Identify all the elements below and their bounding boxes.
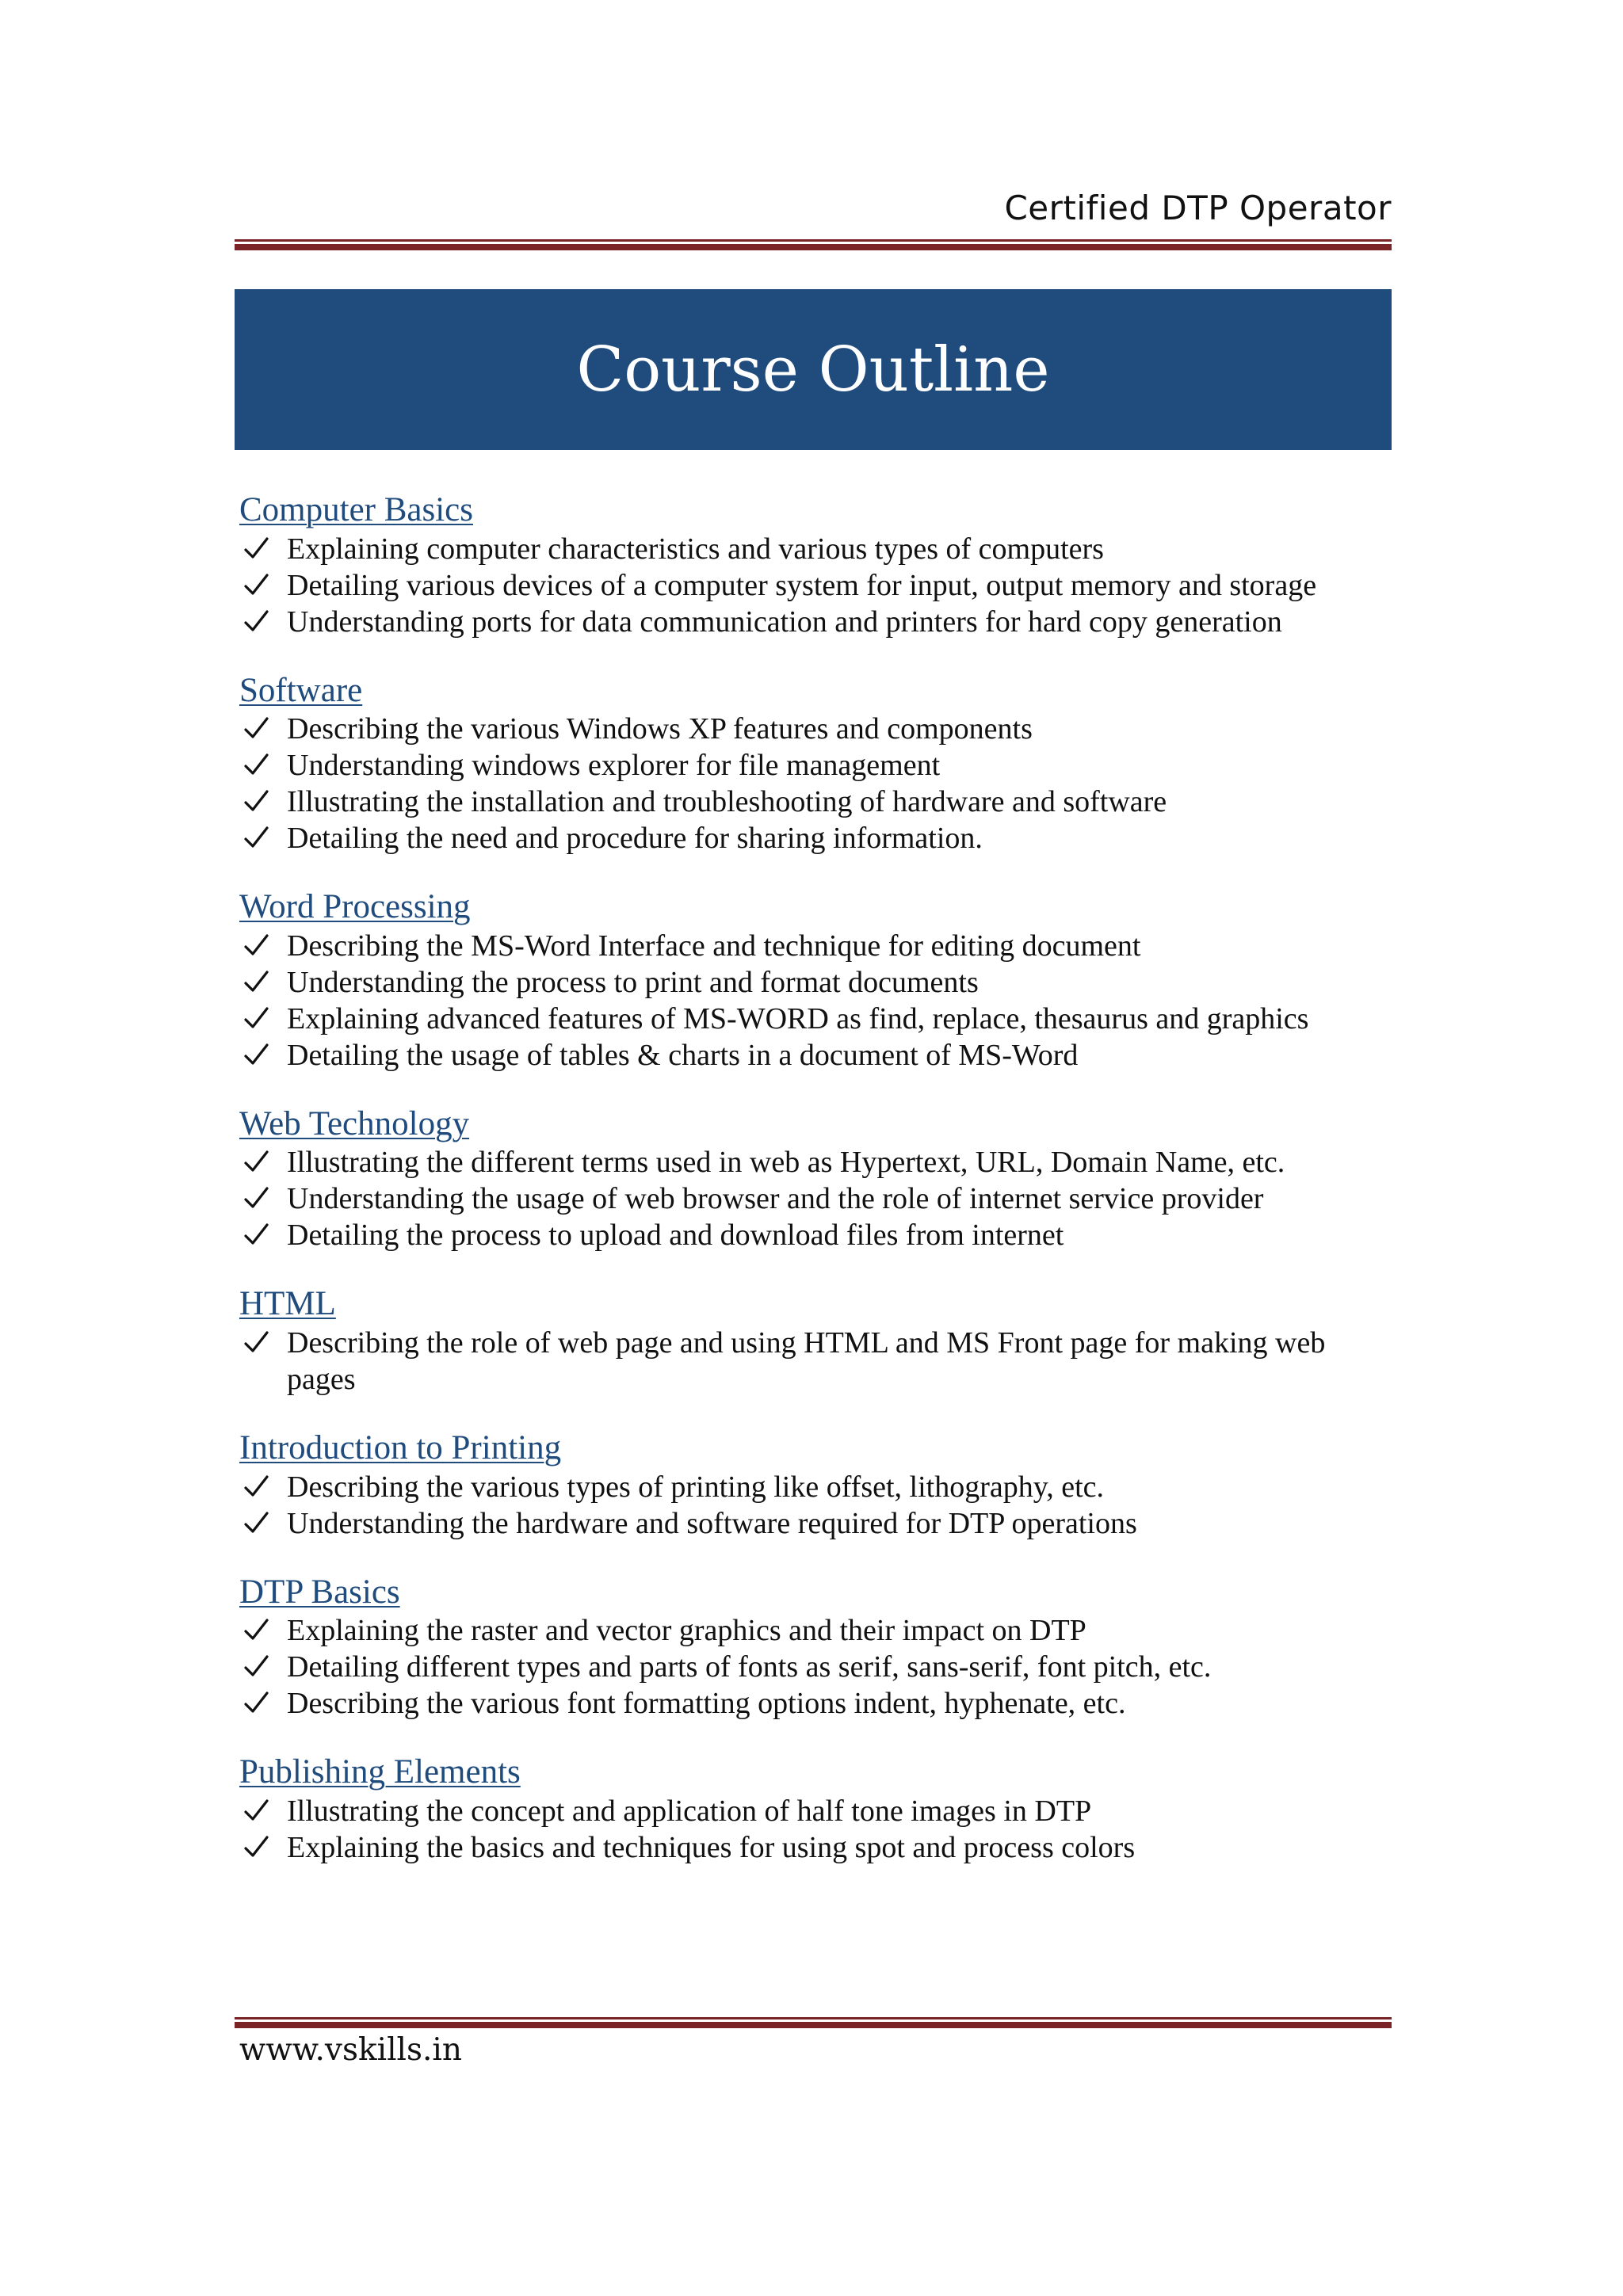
- course-sections: [239, 490, 1392, 1896]
- checkmark-icon: [242, 1649, 271, 1685]
- footer-url: www.vskills.in: [239, 2032, 463, 2068]
- checkmark-icon: [242, 1612, 271, 1649]
- checkmark-icon: [242, 1685, 271, 1722]
- section-title: Introduction to Printing: [239, 1428, 562, 1466]
- list-item-text: Explaining the raster and vector graphics and their impact on DTP: [287, 1614, 1086, 1648]
- list-item: [239, 567, 1392, 604]
- list-item: [239, 1144, 1392, 1180]
- section: [239, 490, 1392, 640]
- list-item-text: Explaining computer characteristics and various types of computers: [287, 532, 1104, 566]
- list-item: [239, 1180, 1392, 1217]
- list-item: [239, 1325, 1349, 1398]
- section-title: Publishing Elements: [239, 1753, 521, 1791]
- section-title: Computer Basics: [239, 491, 473, 528]
- list-item: [239, 1037, 1392, 1074]
- section-title: Web Technology: [239, 1104, 470, 1142]
- checkmark-icon: [242, 1793, 271, 1829]
- checkmark-icon: [242, 1829, 271, 1866]
- list-item-text: Understanding ports for data communication and printers for hard copy generation: [287, 605, 1282, 639]
- header-rule-thin: [235, 239, 1392, 242]
- list-item-text: Understanding the process to print and format documents: [287, 965, 979, 999]
- checkmark-icon: [242, 1325, 271, 1361]
- section-title: Software: [239, 671, 363, 709]
- checkmark-icon: [242, 928, 271, 964]
- list-item-text: Describing the various font formatting options indent, hyphenate, etc.: [287, 1687, 1126, 1721]
- list-item: [239, 604, 1392, 640]
- section: [239, 1104, 1392, 1254]
- list-item-text: Detailing different types and parts of fonts as serif, sans-serif, font pitch, etc.: [287, 1650, 1212, 1684]
- checkmark-icon: [242, 1180, 271, 1217]
- list-item: [239, 711, 1392, 747]
- list-item: [239, 784, 1392, 820]
- list-item-text: Describing the various types of printing like offset, lithography, etc.: [287, 1470, 1105, 1504]
- list-item: [239, 1829, 1392, 1866]
- list-item-text: Illustrating the different terms used in web as Hypertext, URL, Domain Name, etc.: [287, 1146, 1285, 1180]
- section: [239, 1752, 1392, 1866]
- checkmark-icon: [242, 820, 271, 856]
- checkmark-icon: [242, 1469, 271, 1505]
- section: [239, 1428, 1392, 1542]
- list-item-text: Understanding the hardware and software required for DTP operations: [287, 1506, 1137, 1540]
- list-item: [239, 531, 1392, 567]
- section-title: Word Processing: [239, 888, 471, 926]
- document-page: [235, 0, 1392, 2296]
- list-item-text: Explaining advanced features of MS-WORD as find, replace, thesaurus and graphics: [287, 1001, 1309, 1035]
- list-item-text: Understanding the usage of web browser and the role of internet service provider: [287, 1182, 1264, 1216]
- footer-rule: [235, 2017, 1392, 2028]
- section: [239, 887, 1392, 1074]
- checkmark-icon: [242, 711, 271, 747]
- list-item-text: Describing the MS-Word Interface and technique for editing document: [287, 929, 1141, 963]
- header-rule-thick: [235, 244, 1392, 250]
- course-outline-banner: [235, 289, 1392, 450]
- section: [239, 1283, 1392, 1398]
- list-item: [239, 964, 1392, 1001]
- checkmark-icon: [242, 604, 271, 640]
- list-item-text: Understanding windows explorer for file management: [287, 749, 941, 783]
- list-item-text: Describing the role of web page and using HTML and MS Front page for making web pages: [287, 1325, 1326, 1396]
- list-item-text: Illustrating the installation and troubleshooting of hardware and software: [287, 785, 1167, 819]
- checkmark-icon: [242, 964, 271, 1001]
- list-item: [239, 820, 1392, 856]
- list-item-text: Detailing the usage of tables & charts in a document of MS-Word: [287, 1038, 1079, 1072]
- section-title: DTP Basics: [239, 1573, 400, 1611]
- checkmark-icon: [242, 531, 271, 567]
- banner-title: Course Outline: [576, 334, 1050, 406]
- list-item-text: Describing the various Windows XP features and components: [287, 712, 1033, 746]
- list-item: [239, 747, 1392, 784]
- checkmark-icon: [242, 784, 271, 820]
- list-item: [239, 1505, 1392, 1542]
- list-item: [239, 1217, 1392, 1253]
- checkmark-icon: [242, 1001, 271, 1037]
- list-item-text: Detailing various devices of a computer system for input, output memory and storage: [287, 568, 1317, 602]
- checkmark-icon: [242, 567, 271, 604]
- checkmark-icon: [242, 747, 271, 784]
- checkmark-icon: [242, 1505, 271, 1542]
- checkmark-icon: [242, 1217, 271, 1253]
- list-item: [239, 1612, 1392, 1649]
- list-item-text: Detailing the process to upload and download files from internet: [287, 1219, 1064, 1253]
- list-item: [239, 1685, 1392, 1722]
- checkmark-icon: [242, 1144, 271, 1180]
- list-item: [239, 1793, 1392, 1829]
- list-item: [239, 1469, 1392, 1505]
- header-title: Certified DTP Operator: [1004, 189, 1392, 227]
- footer-rule-thin: [235, 2017, 1392, 2019]
- footer-rule-thick: [235, 2022, 1392, 2028]
- list-item-text: Explaining the basics and techniques for using spot and process colors: [287, 1830, 1136, 1864]
- list-item: [239, 1649, 1392, 1685]
- list-item-text: Detailing the need and procedure for sharing information.: [287, 822, 983, 856]
- section: [239, 670, 1392, 857]
- list-item: [239, 1001, 1392, 1037]
- section: [239, 1572, 1392, 1722]
- section-title: HTML: [239, 1285, 336, 1323]
- list-item: [239, 928, 1392, 964]
- list-item-text: Illustrating the concept and application of half tone images in DTP: [287, 1794, 1092, 1828]
- checkmark-icon: [242, 1037, 271, 1074]
- header-rule: [235, 239, 1392, 250]
